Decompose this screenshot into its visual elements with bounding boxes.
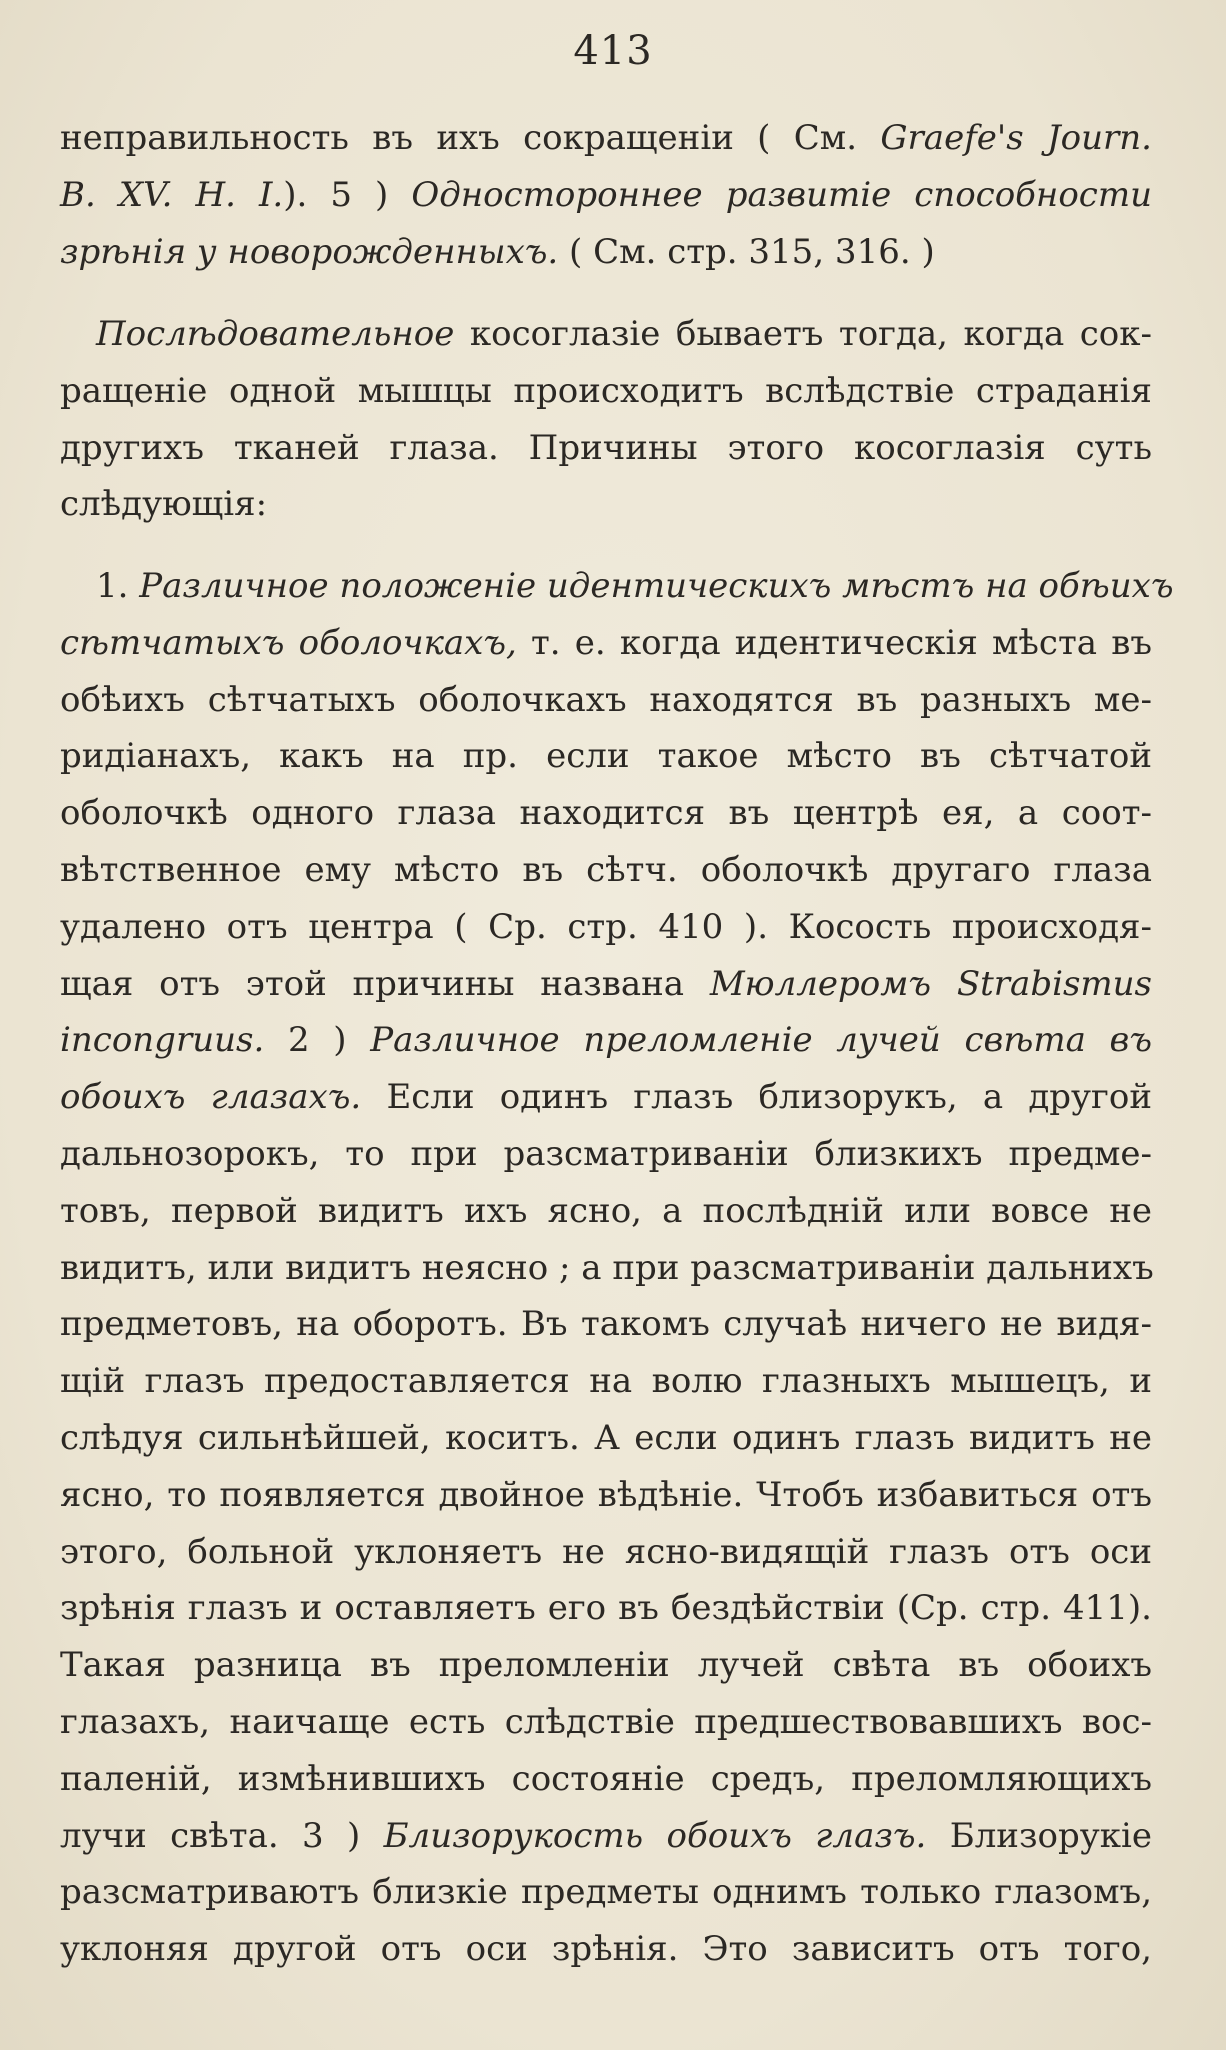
- text-run: уклоняя другой отъ оси зрѣнія. Это зависитъ отъ того,: [60, 1929, 1152, 1970]
- italic-text: Послѣдовательное: [96, 314, 455, 354]
- text-line: [60, 1353, 1152, 1410]
- italic-text: Близорукость обоихъ глазъ.: [383, 1815, 927, 1856]
- text-line: [60, 558, 1174, 615]
- text-run: зрѣнія глазъ и оставляетъ его въ бездѣйствіи (Ср. стр. 411).: [60, 1588, 1152, 1629]
- text-line: [60, 1183, 1152, 1240]
- text-run: вѣтственное ему мѣсто въ сѣтч. оболочкѣ другаго глаза: [60, 849, 1152, 890]
- text-run: разсматриваютъ близкіе предметы однимъ только глазомъ,: [60, 1872, 1152, 1913]
- text-run: ращеніе одной мышцы происходитъ вслѣдствіе страданія: [60, 370, 1152, 411]
- text-run: Такая разница въ преломленіи лучей свѣта въ обоихъ: [60, 1645, 1152, 1686]
- text-run: слѣдующія:: [60, 484, 268, 525]
- italic-text: Различное положеніе идентическихъ мѣстъ на обѣихъ: [139, 566, 1174, 606]
- text-run: удалено отъ центра ( Ср. стр. 410 ). Косость происходя-: [60, 906, 1152, 947]
- text-run: другихъ тканей глаза. Причины этого косоглазія суть: [60, 427, 1152, 468]
- italic-text: Мюллеромъ Strabismus: [709, 963, 1152, 1004]
- text-line: [60, 728, 1152, 785]
- text-line: [60, 1524, 1152, 1581]
- page-number: 413: [573, 28, 653, 74]
- text-run: ( См. стр. 315, 316. ): [558, 231, 935, 272]
- text-line: [60, 1012, 1152, 1069]
- text-line: [60, 1467, 1152, 1524]
- text-run: оболочкѣ одного глаза находится въ центрѣ ея, а соот-: [60, 793, 1152, 834]
- text-line: [60, 1126, 1152, 1183]
- text-line: [60, 1410, 1152, 1467]
- text-line: [60, 785, 1152, 842]
- italic-text: Различное преломленіе лучей свѣта въ: [370, 1020, 1152, 1061]
- italic-text: сѣтчатыхъ оболочкахъ,: [60, 622, 517, 663]
- italic-text: Graefe's Journ.: [880, 118, 1152, 158]
- italic-text: Одностороннее развитіе способности: [411, 174, 1152, 215]
- text-run: щая отъ этой причины названа: [60, 963, 710, 1004]
- text-line: [60, 1069, 1152, 1126]
- text-line: [60, 306, 1152, 363]
- text-line: [60, 224, 1152, 281]
- text-line: [60, 1921, 1152, 1978]
- text-line: [60, 1864, 1152, 1921]
- text-run: неправильность въ ихъ сокращенiи ( См.: [60, 118, 881, 158]
- text-line: [60, 1637, 1152, 1694]
- text-run: слѣдуя сильнѣйшей, коситъ. А если одинъ глазъ видитъ не: [60, 1417, 1152, 1458]
- text-line: [60, 1580, 1152, 1637]
- italic-text: обоихъ глазахъ.: [60, 1077, 362, 1118]
- text-run: 2 ): [264, 1020, 371, 1061]
- text-run: товъ, первой видитъ ихъ ясно, а послѣдній или вовсе не: [60, 1190, 1152, 1231]
- text-run: ридіанахъ, какъ на пр. если такое мѣсто въ сѣтчатой: [60, 736, 1152, 777]
- italic-text: зрѣнія у новорожденныхъ.: [60, 231, 559, 272]
- text-run: щій глазъ предоставляется на волю глазныхъ мышецъ, и: [60, 1361, 1152, 1402]
- text-line: [60, 1296, 1152, 1353]
- text-line: [60, 167, 1152, 224]
- text-line: [60, 672, 1152, 729]
- text-run: ясно, то появляется двойное вѣдѣніе. Чтобъ избавиться отъ: [60, 1474, 1152, 1515]
- text-line: [60, 1694, 1152, 1751]
- text-line: [60, 956, 1152, 1013]
- text-line: [60, 615, 1152, 672]
- text-run: предметовъ, на оборотъ. Въ такомъ случаѣ ничего не видя-: [60, 1304, 1152, 1345]
- paragraph-3: [60, 558, 1174, 1978]
- paragraph-2: [60, 306, 1152, 533]
- text-run: этого, больной уклоняетъ не ясно-видящій глазъ отъ оси: [60, 1531, 1152, 1572]
- text-run: косоглазіе бываетъ тогда, когда сок-: [454, 314, 1152, 354]
- text-run: Если одинъ глазъ близорукъ, а другой: [361, 1077, 1153, 1118]
- text-run: видитъ, или видитъ неясно ; а при разсматриваніи дальнихъ: [60, 1247, 1154, 1288]
- text-run: дальнозорокъ, то при разсматриваніи близкихъ предме-: [60, 1133, 1152, 1174]
- text-line: [60, 110, 1152, 167]
- text-run: ). 5 ): [283, 174, 412, 215]
- text-line: [60, 1808, 1152, 1865]
- text-run: Близорукіе: [926, 1815, 1152, 1856]
- text-line: [60, 1240, 1152, 1297]
- italic-text: incongruus.: [60, 1020, 265, 1061]
- text-run: 1.: [96, 566, 140, 606]
- paragraph-1: [60, 110, 1152, 280]
- text-line: [60, 420, 1152, 477]
- text-run: т. е. когда идентическія мѣста въ: [516, 622, 1152, 663]
- text-run: паленій, измѣнившихъ состояніе средъ, преломляющихъ: [60, 1758, 1152, 1799]
- text-run: лучи свѣта. 3 ): [60, 1815, 384, 1856]
- text-line: [60, 363, 1152, 420]
- text-line: [60, 842, 1152, 899]
- text-line: [60, 899, 1152, 956]
- italic-text: B. XV. H. I.: [60, 174, 284, 215]
- text-run: глазахъ, наичаще есть слѣдствіе предшествовавшихъ вос-: [60, 1701, 1152, 1742]
- text-line: [60, 1751, 1152, 1808]
- text-line: [60, 476, 1152, 533]
- text-run: обѣихъ сѣтчатыхъ оболочкахъ находятся въ разныхъ ме-: [60, 679, 1152, 720]
